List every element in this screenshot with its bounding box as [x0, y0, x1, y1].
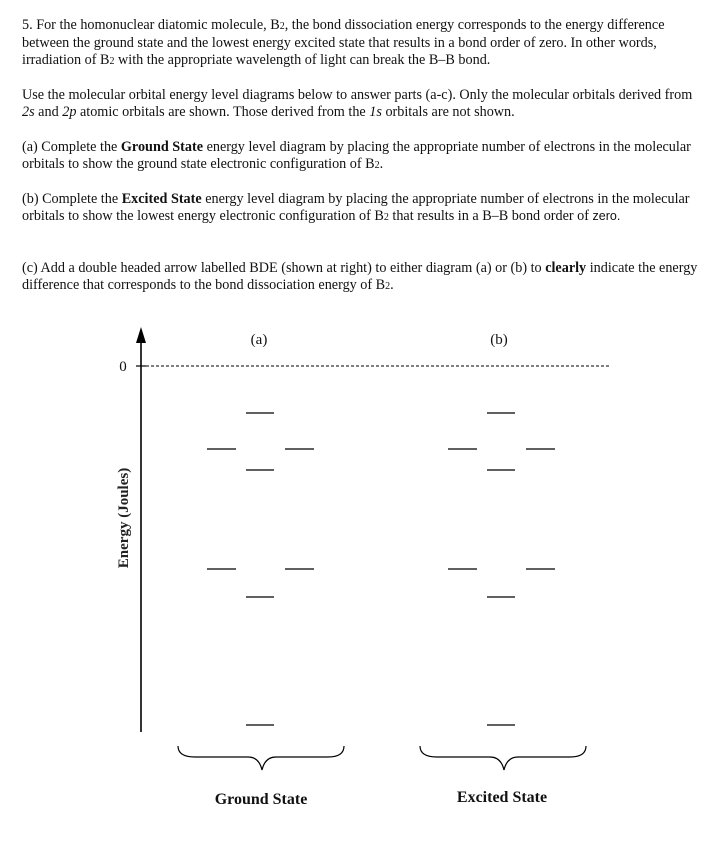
ground-state-label: Ground State	[214, 791, 308, 808]
excited-state-orbitals	[448, 413, 555, 725]
zero-label: 0	[119, 359, 127, 375]
part-a-instructions: (a) Complete the Ground State energy level diagram by placing the appropriate number of electrons in the molecular orbitals to show the ground state electronic configuration of B2.	[22, 139, 691, 172]
part-c-instructions: (c) Add a double headed arrow labelled BDE (shown at right) to either diagram (a) or (b) to clearly indicate the energy difference that corresponds to the bond dissociation energy of B2.	[22, 260, 698, 293]
diagram-a-label: (a)	[250, 332, 268, 348]
excited-state-label: Excited State	[456, 789, 548, 806]
ground-state-brace	[178, 746, 344, 770]
excited-state-brace	[420, 746, 586, 770]
question-paragraph-1: 5. For the homonuclear diatomic molecule, B2, the bond dissociation energy corresponds to the energy difference between the ground state and the lowest energy excited state that results in a bond order of zero. In other words, irradiation of B2 with the appropriate wavelength of light can break the B–B bond.	[22, 17, 665, 68]
question-paragraph-2: Use the molecular orbital energy level diagrams below to answer parts (a-c). Only the molecular orbitals derived from 2s and 2p atomic orbitals are shown. Those derived from the 1s orbitals are not shown.	[22, 87, 693, 120]
part-b-instructions: (b) Complete the Excited State energy level diagram by placing the appropriate number of electrons in the molecular orbitals to show the lowest energy electronic configuration of B2 that results in a B–B bond order of zero.	[22, 191, 690, 224]
y-axis-label: Energy (Joules)	[116, 467, 132, 569]
energy-axis-arrowhead	[136, 327, 146, 343]
ground-state-orbitals	[207, 413, 314, 725]
diagram-b-label: (b)	[490, 332, 508, 348]
